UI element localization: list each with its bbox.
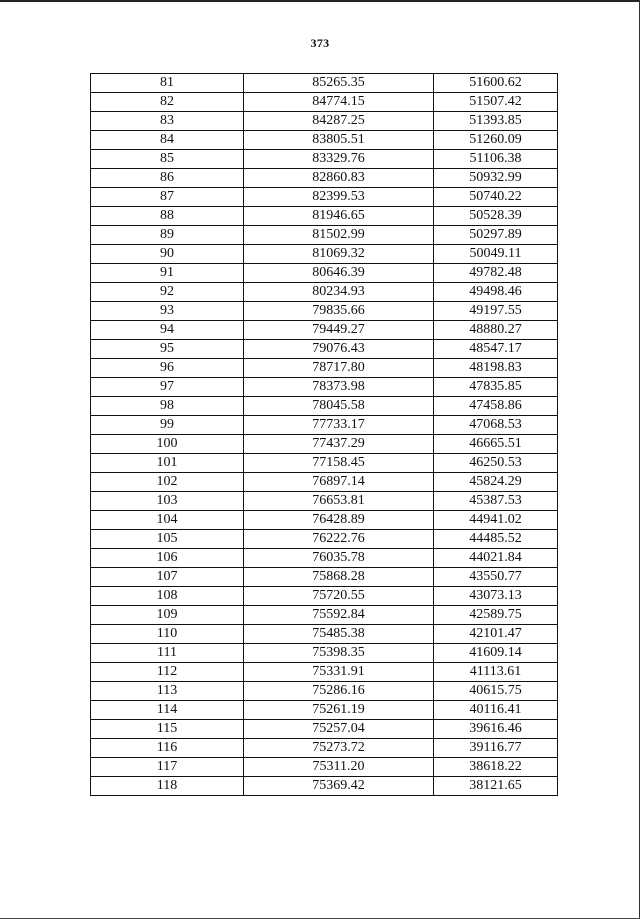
value-a-cell: 76897.14 xyxy=(244,473,434,492)
value-a-cell: 77437.29 xyxy=(244,435,434,454)
table-row xyxy=(91,93,558,112)
value-a-cell: 75286.16 xyxy=(244,682,434,701)
table-row xyxy=(91,777,558,796)
value-b-cell: 47068.53 xyxy=(434,416,558,435)
index-cell: 93 xyxy=(91,302,244,321)
data-table xyxy=(90,73,558,796)
table-row xyxy=(91,473,558,492)
index-cell: 105 xyxy=(91,530,244,549)
table-row xyxy=(91,549,558,568)
table-row xyxy=(91,207,558,226)
index-cell: 92 xyxy=(91,283,244,302)
value-a-cell: 75485.38 xyxy=(244,625,434,644)
value-a-cell: 78717.80 xyxy=(244,359,434,378)
value-a-cell: 82860.83 xyxy=(244,169,434,188)
index-cell: 102 xyxy=(91,473,244,492)
table-row xyxy=(91,663,558,682)
index-cell: 113 xyxy=(91,682,244,701)
value-b-cell: 42101.47 xyxy=(434,625,558,644)
value-b-cell: 45387.53 xyxy=(434,492,558,511)
table-row xyxy=(91,758,558,777)
table-row xyxy=(91,264,558,283)
value-a-cell: 75369.42 xyxy=(244,777,434,796)
table-row xyxy=(91,587,558,606)
index-cell: 109 xyxy=(91,606,244,625)
value-b-cell: 44485.52 xyxy=(434,530,558,549)
table-row xyxy=(91,226,558,245)
value-b-cell: 48198.83 xyxy=(434,359,558,378)
value-b-cell: 47835.85 xyxy=(434,378,558,397)
table-row xyxy=(91,321,558,340)
value-a-cell: 81502.99 xyxy=(244,226,434,245)
index-cell: 114 xyxy=(91,701,244,720)
value-b-cell: 45824.29 xyxy=(434,473,558,492)
table-row xyxy=(91,150,558,169)
index-cell: 104 xyxy=(91,511,244,530)
index-cell: 103 xyxy=(91,492,244,511)
index-cell: 97 xyxy=(91,378,244,397)
index-cell: 95 xyxy=(91,340,244,359)
page-number: 373 xyxy=(310,36,330,50)
value-a-cell: 77733.17 xyxy=(244,416,434,435)
value-a-cell: 75273.72 xyxy=(244,739,434,758)
value-a-cell: 75720.55 xyxy=(244,587,434,606)
table-row xyxy=(91,720,558,739)
value-b-cell: 41609.14 xyxy=(434,644,558,663)
index-cell: 98 xyxy=(91,397,244,416)
table-row xyxy=(91,359,558,378)
index-cell: 106 xyxy=(91,549,244,568)
table-row xyxy=(91,606,558,625)
page-top-edge xyxy=(0,0,640,2)
value-b-cell: 50528.39 xyxy=(434,207,558,226)
value-b-cell: 51106.38 xyxy=(434,150,558,169)
value-a-cell: 75868.28 xyxy=(244,568,434,587)
value-a-cell: 75311.20 xyxy=(244,758,434,777)
index-cell: 81 xyxy=(91,74,244,93)
value-b-cell: 42589.75 xyxy=(434,606,558,625)
table-row xyxy=(91,74,558,93)
index-cell: 84 xyxy=(91,131,244,150)
value-a-cell: 75331.91 xyxy=(244,663,434,682)
value-b-cell: 49197.55 xyxy=(434,302,558,321)
value-b-cell: 48547.17 xyxy=(434,340,558,359)
index-cell: 89 xyxy=(91,226,244,245)
value-b-cell: 38121.65 xyxy=(434,777,558,796)
value-a-cell: 85265.35 xyxy=(244,74,434,93)
table-row xyxy=(91,530,558,549)
value-b-cell: 40615.75 xyxy=(434,682,558,701)
index-cell: 83 xyxy=(91,112,244,131)
table-row xyxy=(91,568,558,587)
value-a-cell: 78045.58 xyxy=(244,397,434,416)
value-b-cell: 47458.86 xyxy=(434,397,558,416)
table-row xyxy=(91,682,558,701)
table-row xyxy=(91,302,558,321)
table-row xyxy=(91,739,558,758)
value-a-cell: 79835.66 xyxy=(244,302,434,321)
value-b-cell: 51393.85 xyxy=(434,112,558,131)
table-row xyxy=(91,492,558,511)
value-b-cell: 50297.89 xyxy=(434,226,558,245)
value-b-cell: 51507.42 xyxy=(434,93,558,112)
value-a-cell: 81069.32 xyxy=(244,245,434,264)
value-a-cell: 76428.89 xyxy=(244,511,434,530)
index-cell: 116 xyxy=(91,739,244,758)
table-row xyxy=(91,701,558,720)
value-b-cell: 39116.77 xyxy=(434,739,558,758)
value-a-cell: 84287.25 xyxy=(244,112,434,131)
table-row xyxy=(91,454,558,473)
table-row xyxy=(91,416,558,435)
index-cell: 87 xyxy=(91,188,244,207)
value-b-cell: 50932.99 xyxy=(434,169,558,188)
index-cell: 108 xyxy=(91,587,244,606)
table-row xyxy=(91,397,558,416)
table-row xyxy=(91,644,558,663)
index-cell: 118 xyxy=(91,777,244,796)
value-b-cell: 49782.48 xyxy=(434,264,558,283)
value-a-cell: 80646.39 xyxy=(244,264,434,283)
value-a-cell: 76653.81 xyxy=(244,492,434,511)
index-cell: 82 xyxy=(91,93,244,112)
value-a-cell: 78373.98 xyxy=(244,378,434,397)
value-b-cell: 50049.11 xyxy=(434,245,558,264)
index-cell: 96 xyxy=(91,359,244,378)
value-a-cell: 77158.45 xyxy=(244,454,434,473)
value-b-cell: 44021.84 xyxy=(434,549,558,568)
value-a-cell: 75592.84 xyxy=(244,606,434,625)
table-row xyxy=(91,188,558,207)
index-cell: 117 xyxy=(91,758,244,777)
value-a-cell: 79449.27 xyxy=(244,321,434,340)
index-cell: 107 xyxy=(91,568,244,587)
index-cell: 99 xyxy=(91,416,244,435)
value-a-cell: 75261.19 xyxy=(244,701,434,720)
value-a-cell: 83805.51 xyxy=(244,131,434,150)
value-b-cell: 39616.46 xyxy=(434,720,558,739)
value-b-cell: 40116.41 xyxy=(434,701,558,720)
index-cell: 91 xyxy=(91,264,244,283)
index-cell: 115 xyxy=(91,720,244,739)
index-cell: 101 xyxy=(91,454,244,473)
table-row xyxy=(91,169,558,188)
value-a-cell: 76222.76 xyxy=(244,530,434,549)
value-a-cell: 75257.04 xyxy=(244,720,434,739)
value-b-cell: 43550.77 xyxy=(434,568,558,587)
value-a-cell: 82399.53 xyxy=(244,188,434,207)
value-a-cell: 83329.76 xyxy=(244,150,434,169)
index-cell: 85 xyxy=(91,150,244,169)
table-body xyxy=(91,74,558,796)
value-b-cell: 51600.62 xyxy=(434,74,558,93)
value-b-cell: 43073.13 xyxy=(434,587,558,606)
table-row xyxy=(91,511,558,530)
value-b-cell: 49498.46 xyxy=(434,283,558,302)
value-b-cell: 44941.02 xyxy=(434,511,558,530)
value-b-cell: 51260.09 xyxy=(434,131,558,150)
value-a-cell: 81946.65 xyxy=(244,207,434,226)
index-cell: 88 xyxy=(91,207,244,226)
table-row xyxy=(91,340,558,359)
index-cell: 112 xyxy=(91,663,244,682)
value-b-cell: 46665.51 xyxy=(434,435,558,454)
value-b-cell: 38618.22 xyxy=(434,758,558,777)
value-a-cell: 84774.15 xyxy=(244,93,434,112)
index-cell: 110 xyxy=(91,625,244,644)
table-row xyxy=(91,625,558,644)
index-cell: 94 xyxy=(91,321,244,340)
table-row xyxy=(91,378,558,397)
index-cell: 100 xyxy=(91,435,244,454)
value-b-cell: 48880.27 xyxy=(434,321,558,340)
value-b-cell: 41113.61 xyxy=(434,663,558,682)
value-b-cell: 46250.53 xyxy=(434,454,558,473)
index-cell: 86 xyxy=(91,169,244,188)
table-row xyxy=(91,435,558,454)
table-row xyxy=(91,245,558,264)
table-row xyxy=(91,283,558,302)
value-a-cell: 79076.43 xyxy=(244,340,434,359)
index-cell: 111 xyxy=(91,644,244,663)
table-row xyxy=(91,131,558,150)
value-a-cell: 80234.93 xyxy=(244,283,434,302)
table-row xyxy=(91,112,558,131)
index-cell: 90 xyxy=(91,245,244,264)
value-a-cell: 75398.35 xyxy=(244,644,434,663)
value-a-cell: 76035.78 xyxy=(244,549,434,568)
value-b-cell: 50740.22 xyxy=(434,188,558,207)
